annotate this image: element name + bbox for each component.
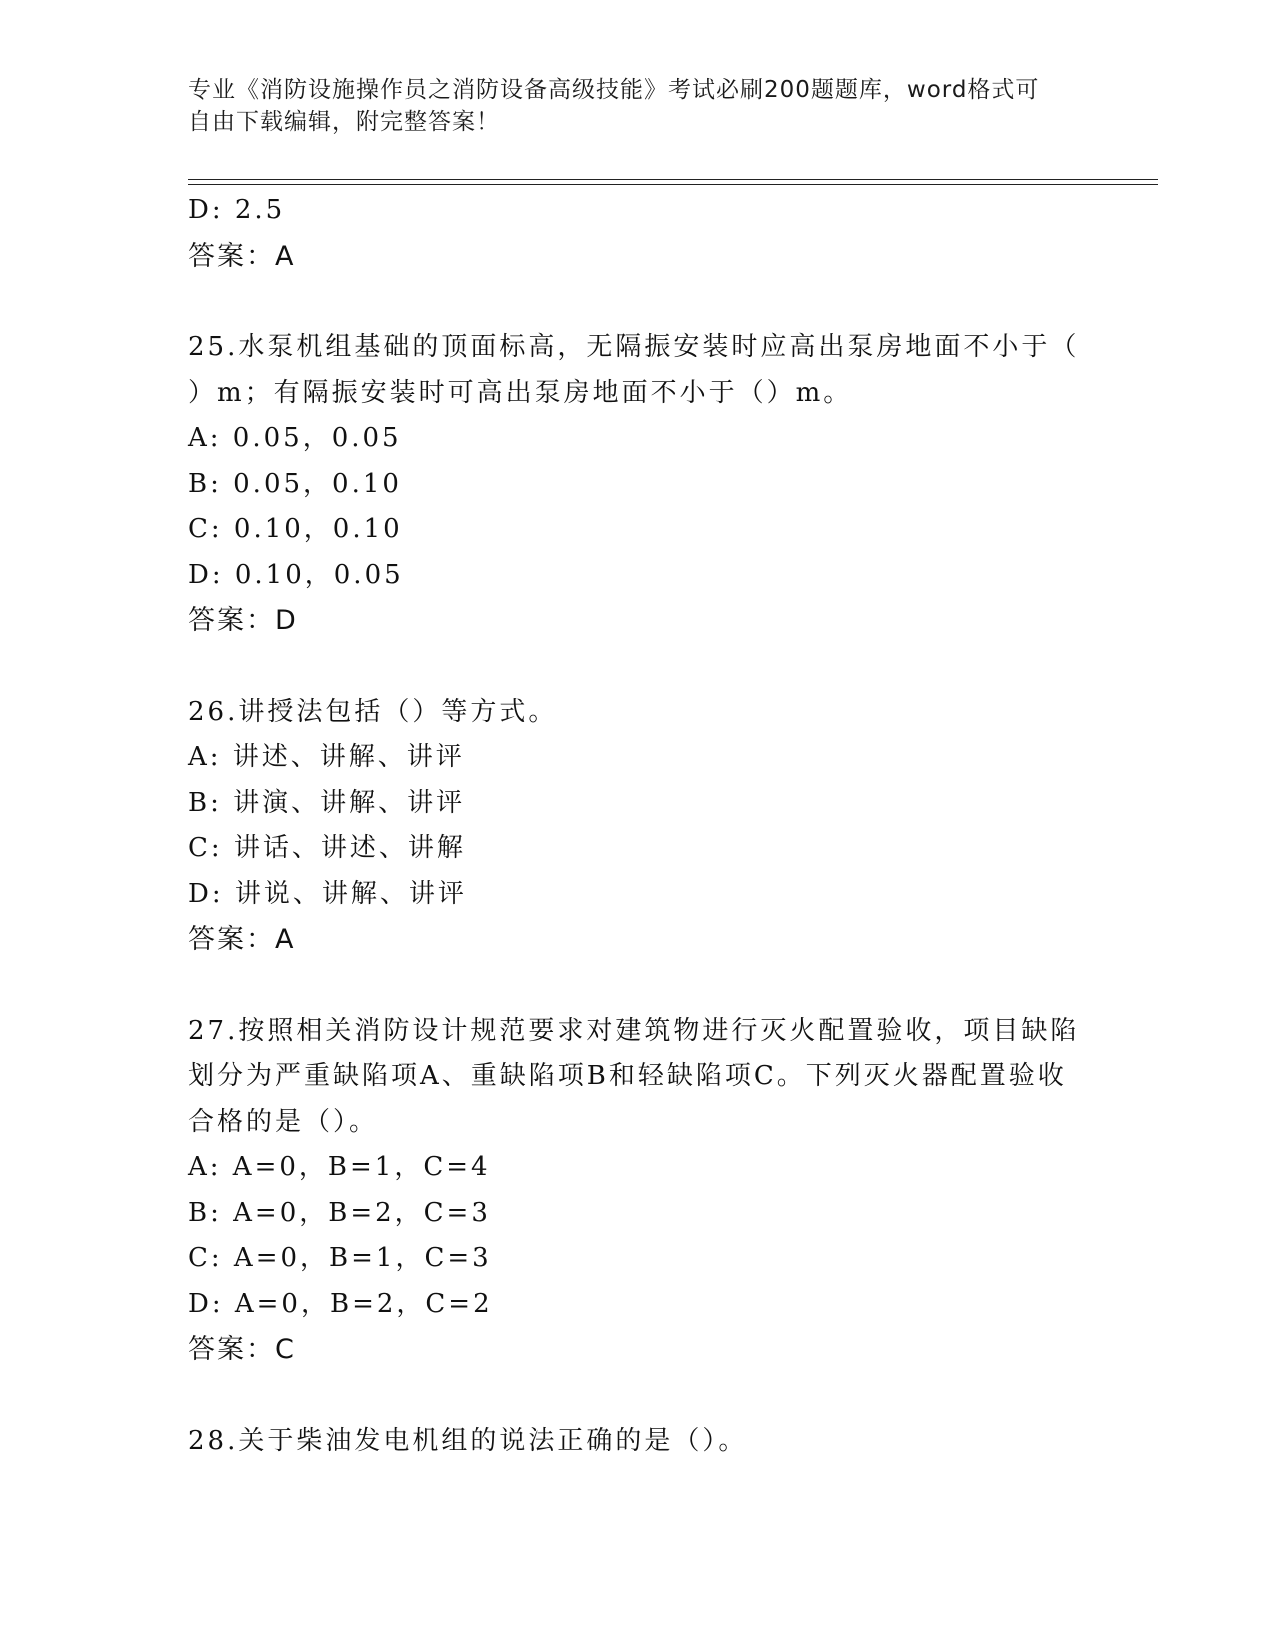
option-c: C: 0.10，0.10 [188, 514, 403, 544]
option-c: C: 讲话、讲述、讲解 [188, 833, 466, 863]
answer-label: 答案：C [188, 1334, 296, 1365]
option-a: A: 讲述、讲解、讲评 [188, 742, 465, 772]
question-stem: 26.讲授法包括（）等方式。 [188, 696, 558, 727]
question-26 [188, 690, 1088, 963]
spacer [188, 644, 1088, 690]
option-b: B: A=0，B=2，C=3 [188, 1197, 491, 1228]
header-line-1: 专业《消防设施操作员之消防设备高级技能》考试必刷200题题库，word格式可 [188, 77, 1040, 103]
option-a: A: A=0，B=1，C=4 [188, 1152, 491, 1182]
option-b: B: 0.05，0.10 [188, 468, 402, 499]
option-d: D: 2.5 [188, 195, 286, 225]
option-a: A: 0.05，0.05 [188, 423, 402, 453]
answer-label: 答案：D [188, 605, 298, 636]
question-28 [188, 1419, 1088, 1465]
header-divider-bottom [188, 184, 1158, 185]
option-d: D: 讲说、讲解、讲评 [188, 878, 467, 909]
spacer [188, 279, 1088, 325]
question-stem: 划分为严重缺陷项A、重缺陷项B和轻缺陷项C。下列灭火器配置验收 [188, 1061, 1067, 1091]
question-stem: 合格的是（）。 [188, 1106, 379, 1137]
spacer [188, 963, 1088, 1009]
question-stem: 27.按照相关消防设计规范要求对建筑物进行灭火配置验收，项目缺陷 [188, 1015, 1080, 1046]
spacer [188, 1373, 1088, 1419]
option-d: D: 0.10，0.05 [188, 559, 404, 590]
question-stem: ）m；有隔振安装时可高出泵房地面不小于（）m。 [188, 377, 853, 408]
answer-label: 答案：A [188, 924, 296, 955]
option-c: C: A=0，B=1，C=3 [188, 1243, 492, 1273]
question-stem: 28.关于柴油发电机组的说法正确的是（）。 [188, 1425, 748, 1456]
page-header [188, 74, 1068, 138]
question-25 [188, 325, 1088, 644]
answer-label: 答案：A [188, 240, 296, 272]
option-d: D: A=0，B=2，C=2 [188, 1288, 493, 1319]
header-line-2: 自由下载编辑，附完整答案！ [188, 109, 500, 135]
option-b: B: 讲演、讲解、讲评 [188, 787, 466, 818]
question-list [188, 188, 1088, 1464]
previous-question-tail [188, 188, 1088, 279]
question-stem: 25.水泵机组基础的顶面标高，无隔振安装时应高出泵房地面不小于（ [188, 332, 1080, 362]
header-divider-top [188, 179, 1158, 180]
question-27 [188, 1009, 1088, 1373]
